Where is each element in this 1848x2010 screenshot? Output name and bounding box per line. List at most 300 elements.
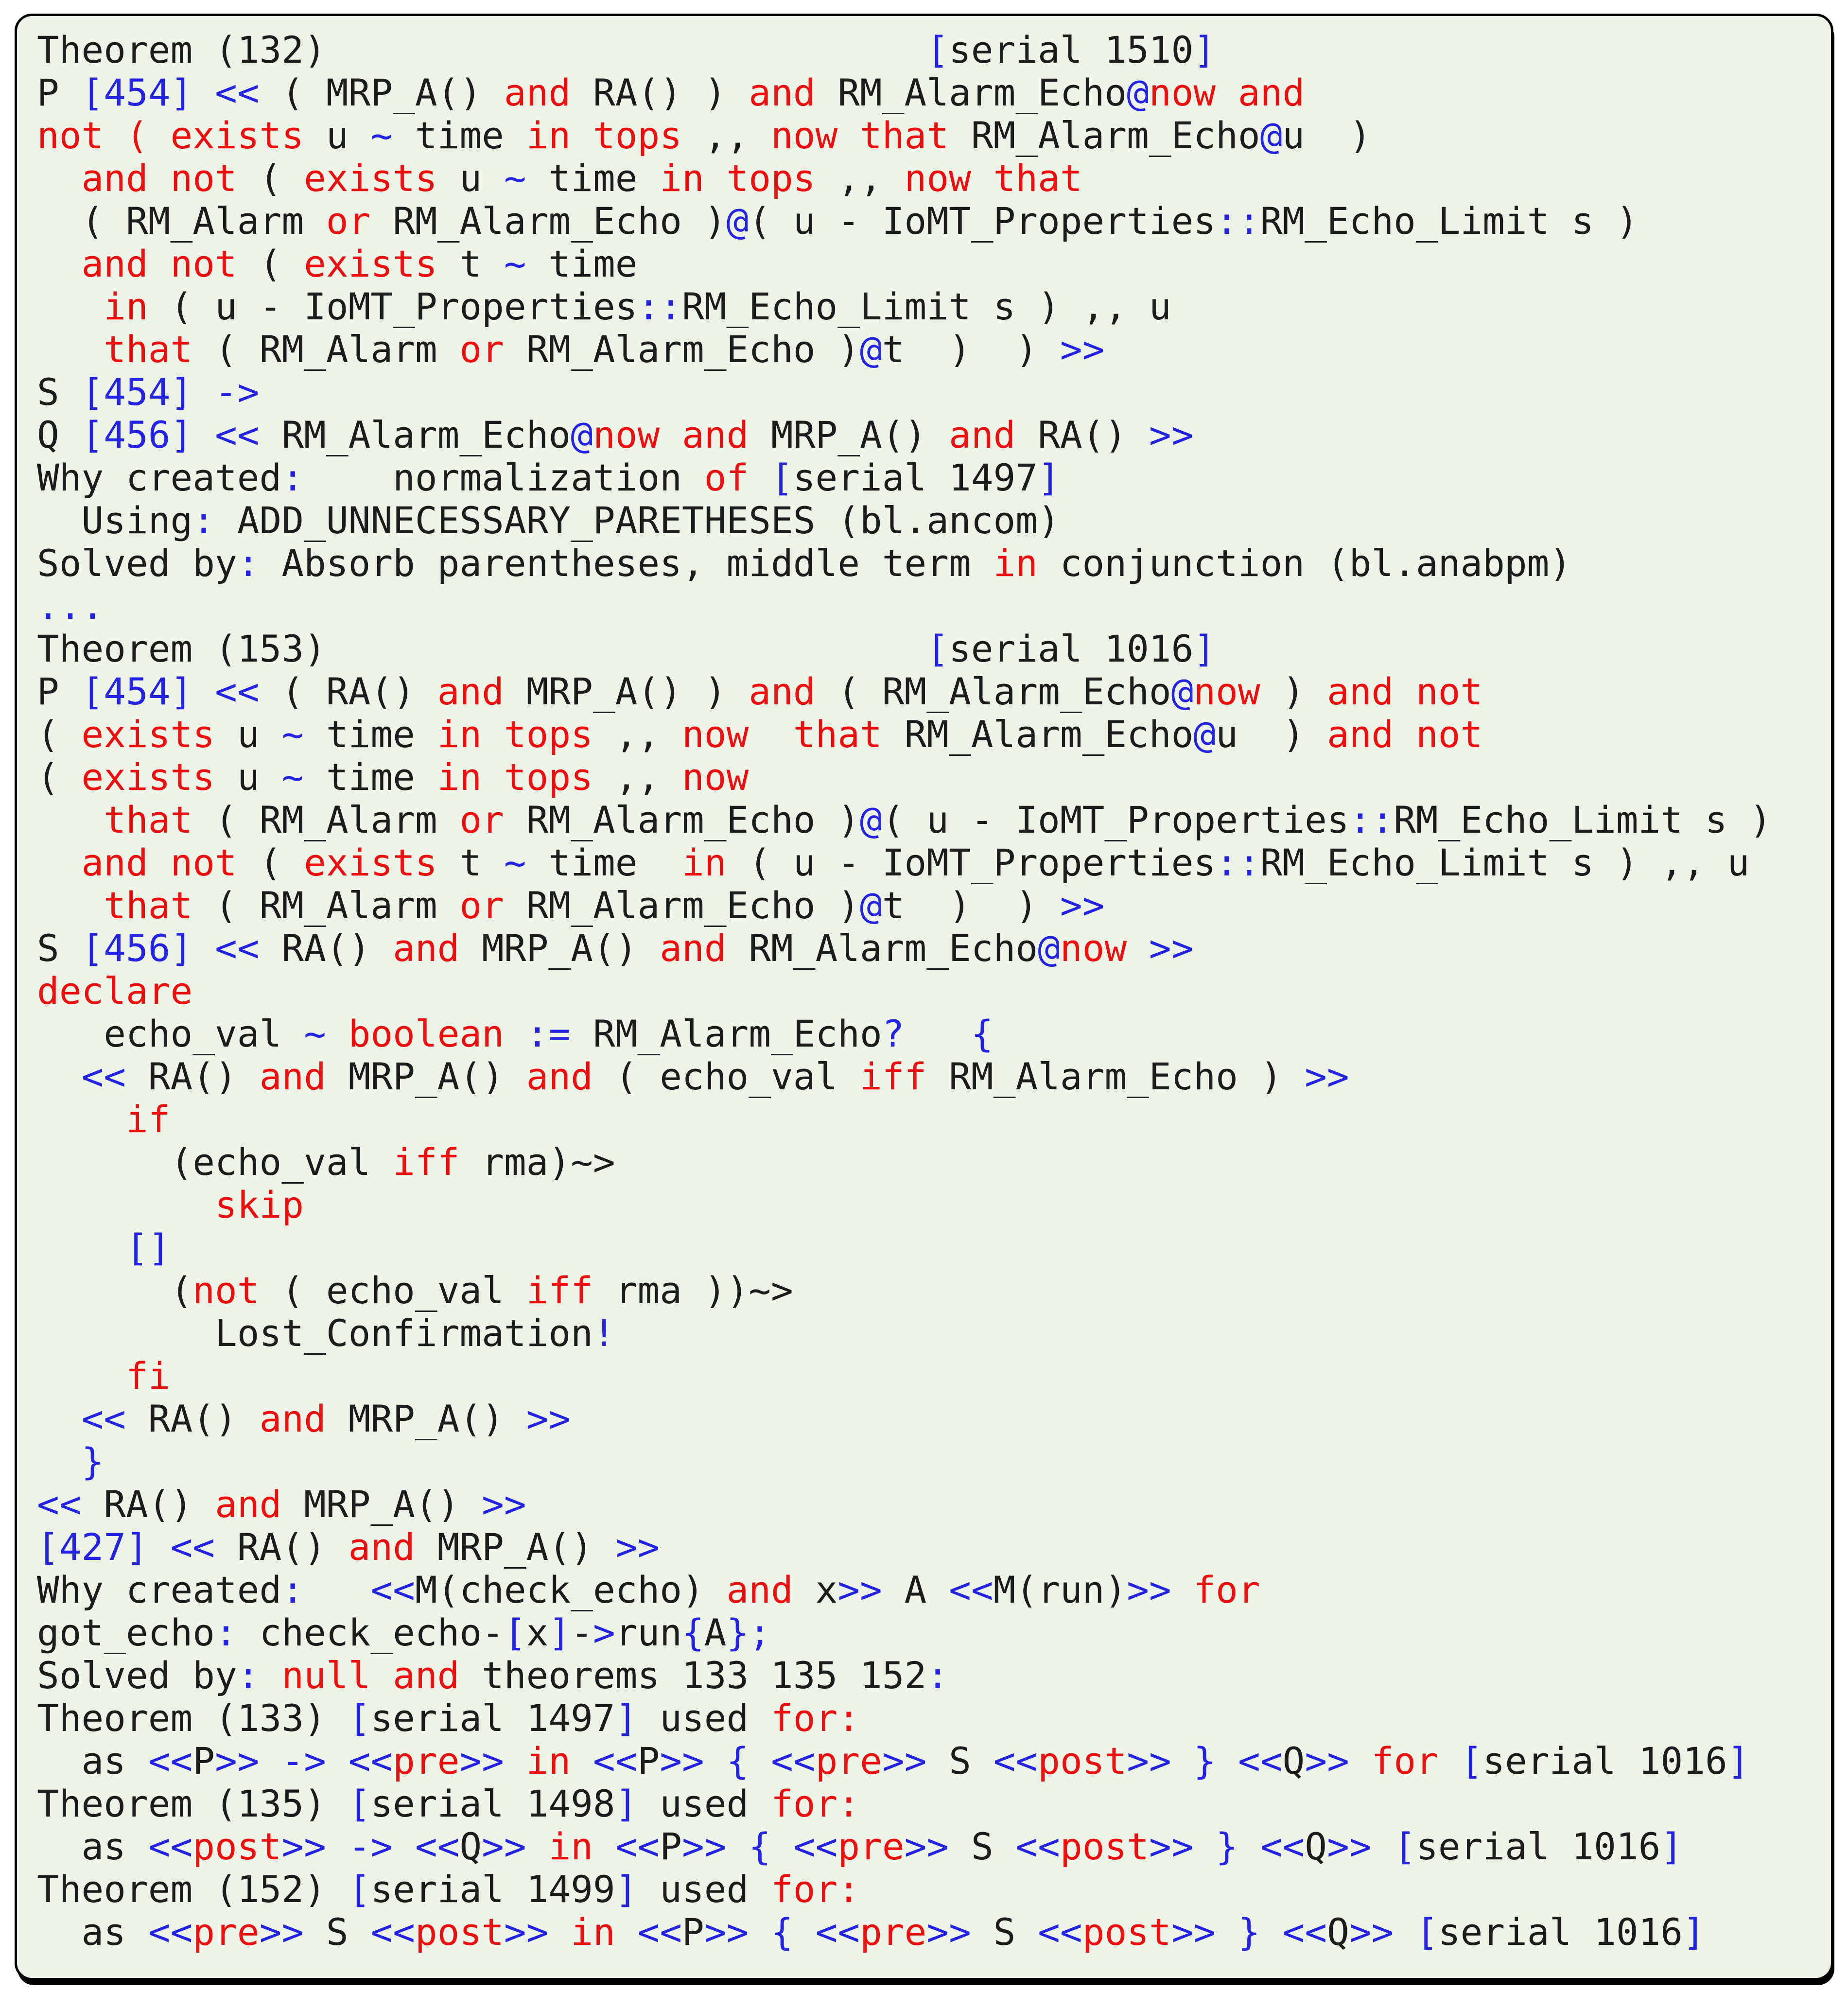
code-token: M(run) (993, 1568, 1127, 1611)
code-token: ! (593, 1311, 615, 1355)
code-token: post (1060, 1825, 1149, 1868)
code-token: Theorem (153) (37, 627, 927, 670)
code-token: ] (1193, 28, 1216, 71)
code-token: >> (1349, 1910, 1394, 1954)
code-token (260, 1739, 282, 1783)
code-line (37, 1269, 1831, 1312)
code-token: ( (37, 755, 82, 799)
code-token: ( RM_Alarm (192, 884, 460, 927)
code-token: time (304, 713, 437, 756)
code-token: ~ (504, 841, 526, 884)
code-token: << (37, 1483, 82, 1526)
code-token: << (993, 1739, 1038, 1783)
code-token: RM_Alarm_Echo (815, 71, 1127, 114)
code-token: >> (1305, 1739, 1349, 1783)
code-token: RA() (1015, 413, 1149, 456)
code-token: Absorb parentheses, middle term (259, 542, 994, 585)
code-token: normalization (304, 456, 704, 499)
code-token: >> (1127, 1739, 1171, 1783)
code-token: Solved by (37, 542, 237, 585)
code-token: used (637, 1696, 771, 1740)
code-token: << (793, 1825, 838, 1868)
code-token: ( (37, 1269, 193, 1312)
code-token: and (215, 1483, 282, 1526)
code-token: conjunction (bl.anabpm) (1038, 542, 1572, 585)
code-token: << (370, 1568, 415, 1611)
code-token: >> (1149, 413, 1194, 456)
code-line (37, 542, 1831, 585)
code-token: ~ (504, 157, 526, 200)
code-token (905, 1012, 971, 1055)
code-token: as (37, 1825, 148, 1868)
code-token: >> (882, 1739, 927, 1783)
code-token: in (993, 542, 1038, 585)
code-token: that (793, 713, 882, 756)
code-token: time (304, 755, 437, 799)
code-line (37, 371, 1831, 414)
code-token: used (637, 1782, 771, 1825)
code-token: t (437, 242, 504, 285)
code-token: ( (237, 841, 304, 884)
code-token: u (215, 713, 282, 756)
code-token (749, 1910, 771, 1954)
code-token: >> (682, 1825, 727, 1868)
code-line (37, 884, 1831, 927)
code-token: run (615, 1611, 682, 1654)
code-token: ) (1260, 670, 1327, 713)
code-token: ,, (593, 713, 682, 756)
code-token: [ (1460, 1739, 1483, 1783)
code-token: << (348, 1739, 393, 1783)
code-token: MRP_A() (459, 926, 660, 970)
code-token: time (526, 242, 638, 285)
code-token: ] (615, 1868, 638, 1911)
code-token: P (37, 670, 82, 713)
code-token: @ (726, 199, 749, 243)
code-token: @ (1171, 670, 1194, 713)
code-token: now (593, 413, 660, 456)
code-token: Q (1327, 1910, 1349, 1954)
code-token: @ (1127, 71, 1149, 114)
code-token (37, 1226, 126, 1269)
code-line (37, 841, 1831, 884)
code-token: boolean (348, 1012, 504, 1055)
code-token: :: (1216, 841, 1260, 884)
code-token: and (949, 413, 1016, 456)
code-token: P (192, 1739, 215, 1783)
code-token: serial 1016 (1482, 1739, 1727, 1783)
code-token: or (459, 798, 504, 841)
code-line (37, 1783, 1831, 1825)
code-token: and (749, 71, 816, 114)
code-token (1349, 1739, 1372, 1783)
code-token (37, 242, 82, 285)
code-token: } (81, 1440, 104, 1483)
code-token: -> (281, 1739, 326, 1783)
code-token (1372, 1825, 1394, 1868)
code-token: << (215, 670, 260, 713)
code-token: RA() (126, 1397, 260, 1440)
code-token: RM_Alarm_Echo ) (504, 328, 860, 371)
code-token: : (215, 1611, 237, 1654)
code-token: ] (615, 1696, 638, 1740)
code-token: >> (1127, 1568, 1171, 1611)
code-token: or (326, 199, 371, 243)
theorem-listing (37, 29, 1831, 1954)
code-token: Why created (37, 456, 282, 499)
code-token: ~ (281, 755, 304, 799)
code-token (37, 328, 104, 371)
code-token: for (1193, 1568, 1260, 1611)
code-line (37, 1013, 1831, 1055)
code-token: RM_Alarm_Echo (259, 413, 571, 456)
code-token: and not (1326, 713, 1483, 756)
code-token: Why created (37, 1568, 282, 1611)
code-token: RM_Alarm_Echo (726, 926, 1038, 970)
code-line (37, 1526, 1831, 1569)
code-token: << (1260, 1825, 1305, 1868)
listing-frame (15, 14, 1833, 1980)
code-line (37, 1226, 1831, 1269)
code-token: @ (860, 884, 882, 927)
code-token: S (37, 370, 82, 414)
code-token: RA() (259, 926, 393, 970)
code-token (148, 1525, 171, 1569)
code-token: RA() (81, 1483, 215, 1526)
code-token: : (281, 456, 304, 499)
code-token: << (215, 71, 260, 114)
code-token: and not (81, 841, 237, 884)
code-token: check_echo- (237, 1611, 504, 1654)
code-token: ( u - IoMT_Properties (726, 841, 1216, 884)
code-line (37, 756, 1831, 799)
code-token: now (1149, 71, 1216, 114)
code-token: MRP_A() (326, 1055, 526, 1098)
code-token: >> (1327, 1825, 1372, 1868)
code-line (37, 1740, 1831, 1783)
code-token (704, 1739, 727, 1783)
code-token: post (1038, 1739, 1127, 1783)
code-token: if (126, 1098, 171, 1141)
code-token: @ (1260, 114, 1283, 157)
code-token: >> (615, 1525, 660, 1569)
code-token: iff (860, 1055, 927, 1098)
code-line (37, 1398, 1831, 1440)
code-token: << (615, 1825, 660, 1868)
code-token: ( RM_Alarm (192, 328, 460, 371)
code-token: declare (37, 969, 193, 1013)
code-token: ? (882, 1012, 905, 1055)
code-token: (echo_val (37, 1140, 393, 1184)
code-token: as (37, 1739, 148, 1783)
code-line (37, 200, 1831, 243)
code-token: and (726, 1568, 793, 1611)
code-token: Q (1305, 1825, 1327, 1868)
code-token: exists (304, 242, 437, 285)
code-token (1260, 1910, 1283, 1954)
code-token: x (526, 1611, 549, 1654)
code-token: in (548, 1825, 593, 1868)
code-token: exists (304, 841, 437, 884)
code-token (548, 1910, 571, 1954)
code-token: { (682, 1611, 704, 1654)
code-token: ,, (681, 114, 771, 157)
code-token: << (415, 1825, 460, 1868)
code-token: RM_Alarm_Echo (949, 114, 1260, 157)
code-token: << (1282, 1910, 1327, 1954)
code-token: P (682, 1910, 704, 1954)
code-token: ,, (815, 157, 905, 200)
code-token (37, 1354, 126, 1398)
code-token: echo_val (37, 1012, 304, 1055)
code-token: and (259, 1055, 326, 1098)
code-token: : (192, 499, 215, 542)
code-token: time (526, 157, 660, 200)
code-token: Theorem (135) (37, 1782, 349, 1825)
code-token: ] (1038, 456, 1060, 499)
code-token (1394, 1910, 1416, 1954)
code-token: } (1193, 1739, 1216, 1783)
code-token: now (681, 713, 749, 756)
code-token (749, 1739, 771, 1783)
code-token: for: (771, 1868, 860, 1911)
code-token: Theorem (152) (37, 1868, 349, 1911)
code-token: [ (348, 1696, 371, 1740)
code-token: >> (704, 1910, 749, 1954)
code-token: t ) ) (882, 328, 1060, 371)
code-line (37, 1312, 1831, 1355)
code-token: Theorem (132) (37, 28, 927, 71)
code-line (37, 628, 1831, 670)
code-token: exists (81, 713, 215, 756)
code-token (727, 1825, 749, 1868)
code-token: serial 1016 (949, 627, 1194, 670)
code-token: rma)~> (459, 1140, 615, 1184)
code-token: in (526, 1739, 571, 1783)
code-line (37, 157, 1831, 200)
code-line (37, 585, 1831, 628)
code-token: RM_Echo_Limit s ) (1260, 199, 1639, 243)
code-token: u ) (1216, 713, 1327, 756)
code-token (771, 1825, 793, 1868)
code-token: Lost_Confirmation (37, 1311, 593, 1355)
code-token: ( RM_Alarm (37, 199, 326, 243)
code-token: << (593, 1739, 638, 1783)
code-token: >> (482, 1825, 526, 1868)
code-token: A (704, 1611, 727, 1654)
code-token: for: (771, 1782, 860, 1825)
code-token: now (1060, 926, 1127, 970)
code-token (615, 1910, 638, 1954)
code-token: ~ (504, 242, 526, 285)
code-token (37, 1440, 82, 1483)
code-token: >> (904, 1825, 949, 1868)
code-token (260, 1654, 282, 1697)
code-token: pre (837, 1825, 905, 1868)
code-token: ADD_UNNECESSARY_PARETHESES (bl.ancom) (215, 499, 1060, 542)
code-token: [456] (81, 413, 193, 456)
code-token: } (1216, 1825, 1238, 1868)
code-token: << (1038, 1910, 1082, 1954)
code-line (37, 713, 1831, 756)
code-token (1171, 1568, 1194, 1611)
code-token: RM_Echo_Limit s ) (1394, 798, 1772, 841)
code-token: Using (37, 499, 193, 542)
code-token (1193, 1825, 1216, 1868)
code-token: @ (1193, 713, 1216, 756)
code-token: x (793, 1568, 838, 1611)
code-token: { (749, 1825, 771, 1868)
code-token: exists (81, 755, 215, 799)
code-token: u (437, 157, 504, 200)
code-token: skip (215, 1183, 304, 1226)
code-line (37, 1569, 1831, 1611)
code-token: M(check_echo) (415, 1568, 727, 1611)
code-token (571, 1739, 593, 1783)
code-token: @ (860, 798, 882, 841)
code-line (37, 1141, 1831, 1184)
code-token: [ (348, 1868, 371, 1911)
code-token: >> (259, 1910, 304, 1954)
code-token: { (771, 1910, 793, 1954)
code-token: : (237, 542, 260, 585)
code-token: used (637, 1868, 771, 1911)
code-token: { (726, 1739, 749, 1783)
code-token: << (949, 1568, 994, 1611)
code-token: serial 1510 (949, 28, 1194, 71)
code-token (304, 1568, 370, 1611)
code-token: serial 1016 (1438, 1910, 1683, 1954)
code-token: S (304, 1910, 371, 1954)
code-token: >> (1171, 1910, 1216, 1954)
code-token (1216, 71, 1238, 114)
code-token: MRP_A() (749, 413, 949, 456)
code-token (37, 884, 104, 927)
code-token: A (882, 1568, 949, 1611)
code-token (192, 670, 215, 713)
code-token: serial 1499 (370, 1868, 615, 1911)
code-token: now (1193, 670, 1260, 713)
code-line (37, 1825, 1831, 1868)
code-token: ( RM_Alarm (192, 798, 460, 841)
code-token: << (1238, 1739, 1283, 1783)
code-token: Q (37, 413, 82, 456)
code-line (37, 29, 1831, 71)
code-line (37, 414, 1831, 456)
code-token: [427] (37, 1525, 148, 1569)
code-token (192, 413, 215, 456)
code-token: in (681, 841, 727, 884)
code-line (37, 1654, 1831, 1697)
code-token (504, 1012, 526, 1055)
code-token: S (926, 1739, 994, 1783)
code-token: @ (860, 328, 882, 371)
code-token: post (1082, 1910, 1171, 1954)
code-token (37, 285, 104, 328)
code-token: RM_Alarm_Echo ) (504, 884, 860, 927)
code-token: RM_Alarm_Echo (571, 1012, 882, 1055)
code-line (37, 1184, 1831, 1226)
code-token: ... (37, 584, 104, 628)
code-token: MRP_A() (415, 1525, 615, 1569)
code-token: now that (904, 157, 1082, 200)
code-token: P (660, 1825, 682, 1868)
code-token: [ (1416, 1910, 1438, 1954)
code-token: << (148, 1910, 193, 1954)
code-token (192, 370, 215, 414)
code-line (37, 1483, 1831, 1526)
code-token (326, 1825, 349, 1868)
code-token: for (1371, 1739, 1438, 1783)
code-line (37, 71, 1831, 114)
code-token (393, 1825, 415, 1868)
code-token (1216, 1910, 1238, 1954)
code-token: not ( exists (37, 114, 304, 157)
code-token: << (637, 1910, 682, 1954)
code-token: RM_Echo_Limit s ) ,, u (681, 285, 1171, 328)
code-token: MRP_A() (326, 1397, 526, 1440)
code-token: ( (237, 157, 304, 200)
code-token: [ (1394, 1825, 1416, 1868)
code-token: and (681, 413, 749, 456)
code-token: [454] (81, 71, 193, 114)
code-token: RA() (215, 1525, 349, 1569)
code-token: [ (926, 627, 949, 670)
code-token: >> (660, 1739, 704, 1783)
code-token: : (281, 1568, 304, 1611)
code-line (37, 456, 1831, 499)
code-token: ( u - IoMT_Properties (882, 798, 1349, 841)
code-token: >> (504, 1910, 549, 1954)
code-token: iff (526, 1269, 593, 1312)
code-token: for: (771, 1696, 860, 1740)
code-token (192, 926, 215, 970)
code-line (37, 970, 1831, 1013)
code-token: :: (1216, 199, 1260, 243)
code-token: RM_Alarm_Echo ) (370, 199, 727, 243)
code-token: time (526, 841, 682, 884)
code-token: and (393, 926, 460, 970)
code-token: > (593, 1611, 615, 1654)
code-token (326, 1739, 349, 1783)
code-token: -> (348, 1825, 393, 1868)
code-token: in tops (437, 713, 593, 756)
code-token: - (571, 1611, 593, 1654)
code-token: ( (237, 242, 304, 285)
code-token: << (815, 1910, 860, 1954)
code-token: [454] (81, 670, 193, 713)
code-line (37, 799, 1831, 841)
code-token (526, 1825, 549, 1868)
code-token: fi (126, 1354, 171, 1398)
code-token: [ (348, 1782, 371, 1825)
code-token: of (704, 456, 749, 499)
code-token: << (370, 1910, 415, 1954)
code-token: << (771, 1739, 816, 1783)
code-token: >> (459, 1739, 504, 1783)
code-token: and (437, 670, 504, 713)
code-line (37, 1440, 1831, 1483)
code-line (37, 1098, 1831, 1141)
code-token: pre (192, 1910, 260, 1954)
code-token: t ) ) (882, 884, 1060, 927)
code-line (37, 1611, 1831, 1654)
code-token: and not (1326, 670, 1483, 713)
code-token: or (459, 328, 504, 371)
code-token: theorems 133 135 152 (459, 1654, 927, 1697)
code-token: S (37, 926, 82, 970)
code-token: in tops (437, 755, 593, 799)
